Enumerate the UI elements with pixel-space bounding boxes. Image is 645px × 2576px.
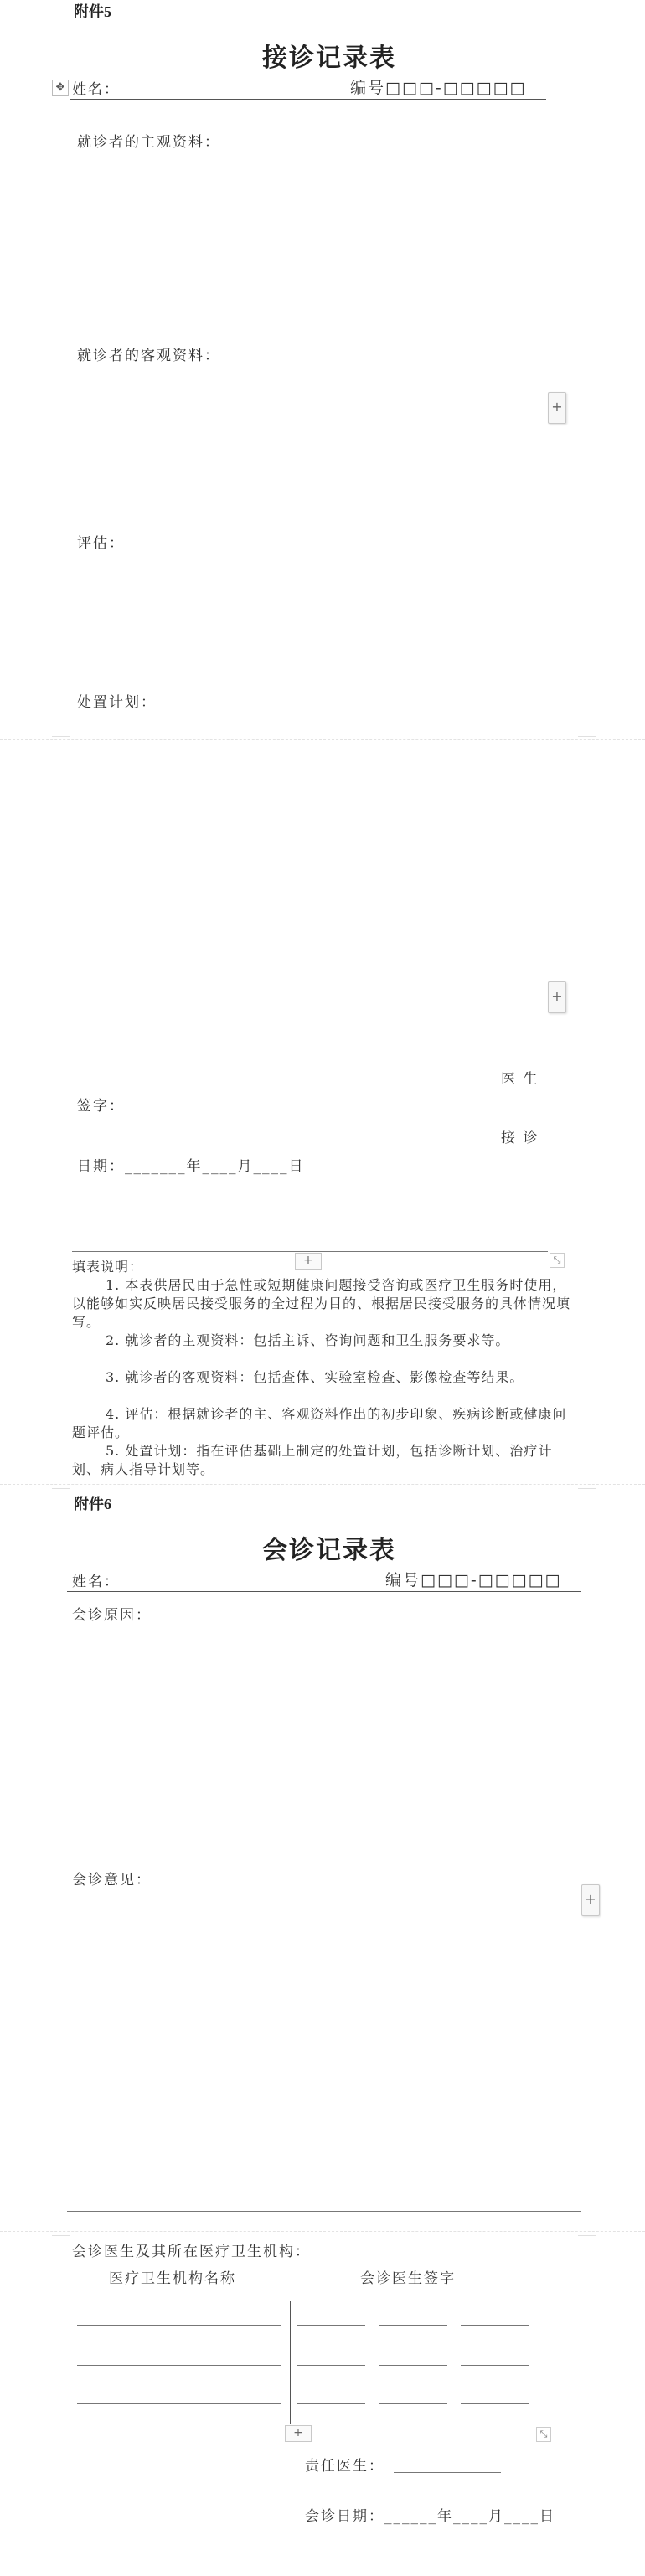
plan-label: 处置计划： xyxy=(77,694,157,711)
note-item: 4. 评估：根据就诊者的主、客观资料作出的初步印象、疾病诊断或健康问题评估。 xyxy=(72,1406,567,1440)
signature-line xyxy=(379,2365,447,2366)
page-break xyxy=(0,1484,645,1485)
annex5-number-label: 编号□□□-□□□□□ xyxy=(350,79,527,97)
responsible-doctor-label: 责任医生： xyxy=(305,2458,384,2475)
signature-line xyxy=(461,2325,529,2326)
resize-handle-icon[interactable]: ⤡ xyxy=(550,1253,565,1268)
page-corner-marker xyxy=(52,736,70,744)
annex5-header-rule xyxy=(70,99,546,100)
resize-handle-icon[interactable]: ⤡ xyxy=(536,2427,551,2442)
signature-line xyxy=(297,2403,365,2404)
annex6-number-label: 编号□□□-□□□□□ xyxy=(385,1571,562,1589)
page-corner-marker xyxy=(578,1481,596,1489)
objective-label: 就诊者的客观资料： xyxy=(77,348,220,364)
annex5-name-label: 姓名： xyxy=(72,81,120,98)
add-row-button[interactable]: + xyxy=(581,1884,600,1916)
org-name-line xyxy=(77,2365,281,2366)
annex6-label: 附件6 xyxy=(74,1496,111,1512)
opinion-label: 会诊意见： xyxy=(72,1872,152,1888)
signature-line xyxy=(297,2325,365,2326)
doctors-label: 会诊医生及其所在医疗卫生机构： xyxy=(72,2244,311,2260)
notes-title: 填表说明： xyxy=(72,1259,144,1275)
table-column-divider xyxy=(290,2301,291,2424)
page-break xyxy=(0,739,645,740)
annex5-label: 附件5 xyxy=(74,3,111,20)
doctor-label: 医 生 xyxy=(501,1071,539,1088)
date-label: 日期：_______年____月____日 xyxy=(77,1158,305,1175)
signature-line xyxy=(461,2365,529,2366)
table-move-handle-icon[interactable]: ✥ xyxy=(52,80,69,96)
annex5-title: 接诊记录表 xyxy=(262,44,396,73)
opinion-rule xyxy=(67,2211,581,2212)
reason-label: 会诊原因： xyxy=(72,1607,152,1624)
annex6-header-rule xyxy=(67,1591,581,1592)
table-bottom-rule xyxy=(72,1251,548,1252)
col-sign-header: 会诊医生签字 xyxy=(360,2270,456,2287)
consult-date-label: 会诊日期：______年____月____日 xyxy=(305,2508,555,2525)
page-corner-marker xyxy=(52,2228,70,2236)
add-row-button[interactable]: + xyxy=(285,2425,312,2442)
annex6-title: 会诊记录表 xyxy=(262,1536,396,1565)
page-corner-marker xyxy=(578,736,596,744)
subjective-label: 就诊者的主观资料： xyxy=(77,134,220,151)
note-item: 3. 就诊者的客观资料：包括查体、实验室检查、影像检查等结果。 xyxy=(106,1369,524,1385)
responsible-doctor-line xyxy=(394,2472,501,2473)
page-corner-marker xyxy=(52,1481,70,1489)
add-row-button[interactable]: + xyxy=(548,392,566,424)
signature-line xyxy=(379,2403,447,2404)
note-item: 1. 本表供居民由于急性或短期健康问题接受咨询或医疗卫生服务时使用，以能够如实反映居民接受服务的全过程为目的、根据居民接受服务的具体情况填写。 xyxy=(72,1277,571,1330)
signature-line xyxy=(461,2403,529,2404)
add-row-button[interactable]: + xyxy=(295,1253,322,1270)
assessment-label: 评估： xyxy=(77,535,125,552)
col-org-header: 医疗卫生机构名称 xyxy=(109,2270,236,2287)
page-break xyxy=(0,2231,645,2232)
note-item: 5. 处置计划：指在评估基础上制定的处置计划，包括诊断计划、治疗计划、病人指导计划等。 xyxy=(72,1443,553,1477)
page-corner-marker xyxy=(578,2228,596,2236)
receive-label: 接 诊 xyxy=(501,1130,539,1146)
annex6-name-label: 姓名： xyxy=(72,1574,120,1590)
org-name-line xyxy=(77,2403,281,2404)
add-row-button[interactable]: + xyxy=(548,981,566,1013)
signature-line xyxy=(379,2325,447,2326)
sign-label: 签字： xyxy=(77,1098,125,1115)
note-item: 2. 就诊者的主观资料：包括主诉、咨询问题和卫生服务要求等。 xyxy=(106,1332,510,1348)
org-name-line xyxy=(77,2325,281,2326)
signature-line xyxy=(297,2365,365,2366)
